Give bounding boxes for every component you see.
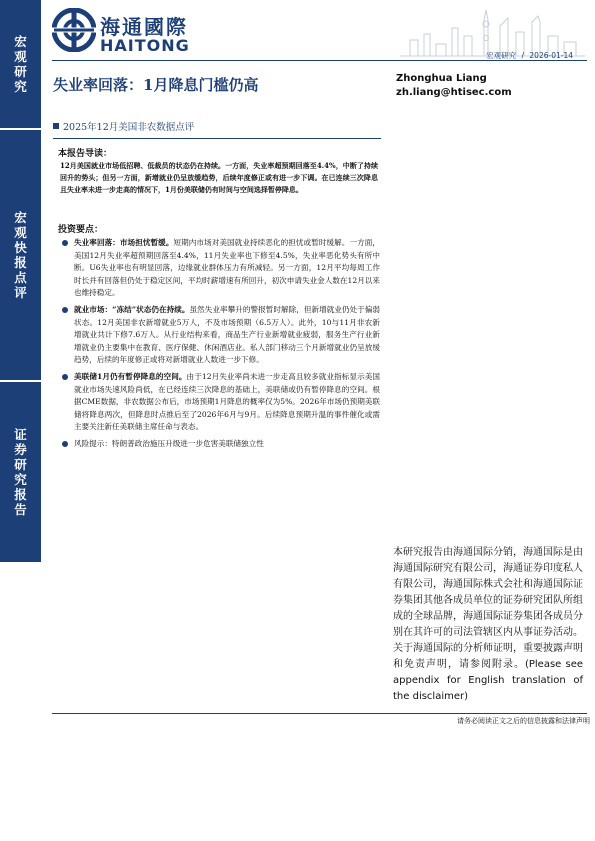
square-bullet-icon [53,123,59,129]
author-block [396,72,512,100]
point-heading: 就业市场：“冻结”状态仍在持续。 [74,304,190,314]
content-divider [53,138,381,139]
distribution-disclaimer [393,545,583,705]
list-item [60,237,380,300]
points-label: 投资要点： [58,225,104,235]
sidebar-char: 研 [14,457,27,472]
header-divider [52,60,587,61]
footer-notice: 请务必阅读正文之后的信息披露和法律声明 [457,717,590,725]
meta-separator: / [521,51,525,60]
haitong-logo [52,8,252,58]
point-text: 短期内市场对美国就业持续恶化的担忧或暂时缓解。一方面，美国12月失业率超预期回落至4.4%，11月失业率也下修至4.5%，失业率恶化势头有所中断。U6失业率也有明显回落，边缘就业群体压力有所减轻。另一方面，12月平均每周工作时长并有回落但仍处于稳定区间，平均时薪增速有所回升，初次申请失业金人数在12月以来也维持稳定。 [74,238,380,298]
left-sidebar [0,0,41,841]
sidebar-char: 券 [14,442,27,457]
disclaimer-english: (Please see appendix for English translation of the disclaimer) [393,659,584,702]
report-category: 宏观研究 [486,51,517,60]
sidebar-char: 证 [14,427,27,442]
sidebar-char: 研 [14,64,27,79]
list-item [60,371,380,434]
sidebar-char: 报 [14,255,27,270]
haitong-emblem-icon [52,8,96,52]
sidebar-char: 观 [14,49,27,64]
sidebar-char: 快 [14,240,27,255]
point-text: 由于12月失业率尚未进一步走高且较多就业指标显示美国就业市场失速风险尚低，在已经连续三次降息的基础上，美联储或仍有暂停降息的空间。根据CME数据，非农数据公布后，市场预期1月降息的概率仅为5%。2026年市场仍预期美联储将降息两次，但降息时点推后至了2026年6月与9月。后续降息预期升温的事件催化或需主要关注新任美联储主席任命与表态。 [74,371,380,432]
point-heading: 失业率回落：市场担忧暂缓。 [74,238,174,247]
author-email[interactable]: zh.liang@htisec.com [396,87,512,98]
sidebar-char: 究 [14,472,27,487]
sidebar-char: 告 [14,502,27,517]
guide-label: 本报告导读： [58,149,113,159]
guide-summary: 12月美国就业市场低招聘、低裁员的状态仍在持续。一方面，失业率超预期回落至4.4%，中断了持续回升的势头；但另一方面，新增就业仍呈放缓趋势，后续年度修正或有进一步下调。在已连续三次降息且失业率未进一步走高的情况下，1月份美联储仍有时间与空间选择暂停降息。 [60,161,378,194]
point-heading: 美联储1月仍有暂停降息的空间。 [74,371,187,381]
report-date: 2026-01-14 [529,51,573,60]
footer-divider [52,713,587,714]
bullet-icon [62,374,68,380]
sidebar-tag-macro-research [0,0,41,128]
bullet-icon [62,240,68,246]
investment-points-list [60,237,380,455]
point-text: 虽然失业率攀升的警报暂时解除，但新增就业仍处于偏弱状态。12月美国非农新增就业5万人，不及市场预期（6.5万人）。此外，10与11月非农新增就业共计下修7.6万人。从行业结构来看，商品生产行业新增就业疲弱，服务生产行业新增就业仍主要集中在教育、医疗保健、休闲酒店业。私人部门移动三个月新增就业仍呈放缓趋势，后续的年度修正或将对新增就业人数进一步下修。 [74,304,381,365]
logo-chinese-name: 海通國際 [100,15,188,39]
report-subtitle [53,119,194,133]
subtitle-text: 2025年12月美国非农数据点评 [63,122,195,133]
list-item [60,304,380,367]
sidebar-char: 宏 [14,210,27,225]
sidebar-char: 观 [14,225,27,240]
bullet-icon [62,307,68,313]
author-name: Zhonghua Liang [396,73,487,84]
sidebar-tag-securities-report [0,382,41,562]
logo-english-name: HAITONG [100,36,190,55]
report-title: 失业率回落：1月降息门槛仍高 [53,76,259,94]
sidebar-char: 报 [14,487,27,502]
risk-text: 风险提示：特朗普政治施压升级进一步危害美联储独立性 [74,438,264,448]
list-item-risk [60,438,380,451]
bullet-icon [62,441,68,447]
sidebar-char: 究 [14,79,27,94]
sidebar-tag-macro-flash-review [0,130,41,380]
sidebar-char: 评 [14,285,27,300]
sidebar-char: 宏 [14,34,27,49]
disclaimer-chinese: 本研究报告由海通国际分销，海通国际是由海通国际研究有限公司，海通证券印度私人有限公司，海通国际株式会社和海通国际证券集团其他各成员单位的证券研究团队所组成的全球品牌，海通国际证券集团各成员分别在其许可的司法管辖区内从事证券活动。关于海通国际的分析师证明，重要披露声明和免责声明，请参阅附录。 [393,547,583,670]
sidebar-char: 点 [14,270,27,285]
